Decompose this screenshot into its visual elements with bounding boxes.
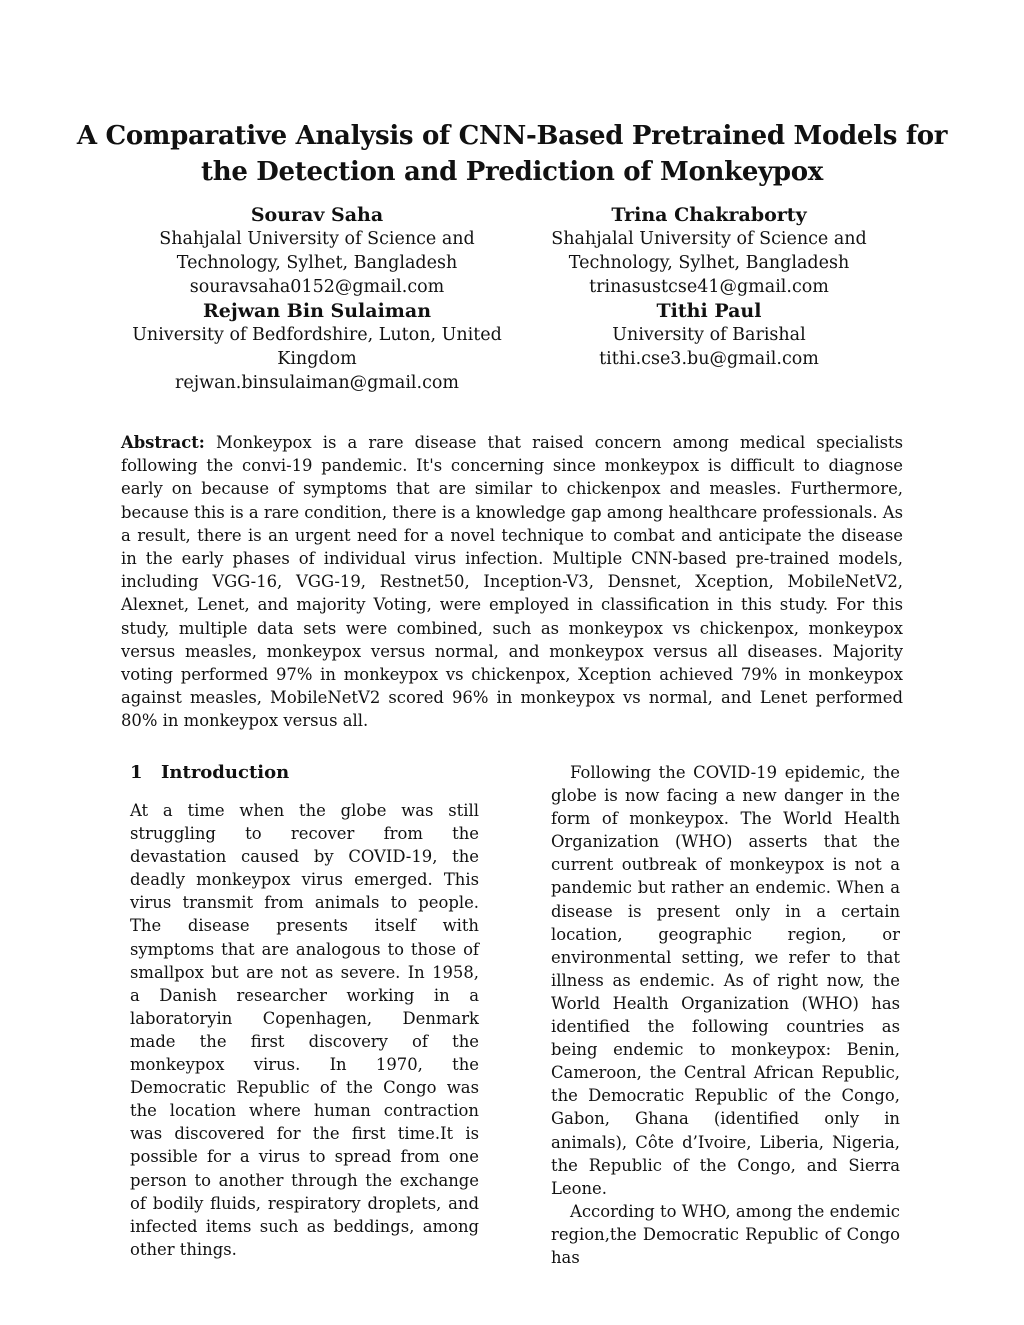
- body-right-column: [551, 761, 900, 1269]
- section-number: 1: [130, 762, 143, 783]
- title-line-1: A Comparative Analysis of CNN-Based Pretrained Models for: [76, 121, 948, 151]
- author-affiliation: Shahjalal University of Science and: [159, 229, 475, 249]
- author-affiliation: University of Bedfordshire, Luton, United Kingdom: [132, 325, 502, 369]
- body-paragraph: According to WHO, among the endemic region,the Democratic Republic of Congo has: [551, 1201, 900, 1267]
- author-email: rejwan.binsulaiman@gmail.com: [174, 373, 460, 393]
- body-left-column: [130, 761, 479, 1261]
- author-affiliation: Technology, Sylhet, Bangladesh: [176, 253, 458, 273]
- abstract: [121, 431, 903, 733]
- author-email: souravsaha0152@gmail.com: [189, 277, 445, 297]
- author-affiliation: Technology, Sylhet, Bangladesh: [568, 253, 850, 273]
- author-name: Rejwan Bin Sulaiman: [202, 300, 432, 322]
- author-email: tithi.cse3.bu@gmail.com: [599, 349, 819, 369]
- author-affiliation: University of Barishal: [612, 325, 806, 345]
- body-paragraph: At a time when the globe was still struggling to recover from the devastation caused by COVID-19, the deadly monkeypox virus emerged. This virus transmit from animals to people. The disease presents itself with symptoms that are analogous to those of smallpox but are not as severe. In 1958, a Danish researcher working in a laboratoryin Copenhagen, Denmark made the first discovery of the monkeypox virus. In 1970, the Democratic Republic of the Congo was the location where human contraction was discovered for the first time.It is possible for a virus to spread from one person to another through the exchange of bodily fluids, respiratory droplets, and infected items such as beddings, among other things.: [130, 801, 479, 1259]
- section-title: Introduction: [161, 762, 290, 783]
- author-affiliation: Shahjalal University of Science and: [551, 229, 867, 249]
- body-paragraph: Following the COVID-19 epidemic, the globe is now facing a new danger in the form of monkeypox. The World Health Organization (WHO) asserts that the current outbreak of monkeypox is not a pandemic but rather an endemic. When a disease is present only in a certain location, geographic region, or environmental setting, we refer to that illness as endemic. As of right now, the World Health Organization (WHO) has identified the following countries as being endemic to monkeypox: Benin, Cameroon, the Central African Republic, the Democratic Republic of the Congo, Gabon, Ghana (identified only in animals), Côte d’Ivoire, Liberia, Nigeria, the Republic of the Congo, and Sierra Leone.: [551, 763, 900, 1198]
- authors-right-column: [519, 203, 899, 371]
- abstract-text: Monkeypox is a rare disease that raised concern among medical specialists following the convi-19 pandemic. It's concerning since monkeypox is difficult to diagnose early on because of symptoms that are similar to chickenpox and measles. Furthermore, because this is a rare condition, there is a knowledge gap among healthcare professionals. As a result, there is an urgent need for a novel technique to combat and anticipate the disease in the early phases of individual virus infection. Multiple CNN-based pre-trained models, including VGG-16, VGG-19, Restnet50, Inception-V3, Densnet, Xception, MobileNetV2, Alexnet, Lenet, and majority Voting, were employed in classification in this study. For this study, multiple data sets were combined, such as monkeypox vs chickenpox, monkeypox versus measles, monkeypox versus normal, and monkeypox versus all diseases. Majority voting performed 97% in monkeypox vs chickenpox, Xception achieved 79% in monkeypox against measles, MobileNetV2 scored 96% in monkeypox vs normal, and Lenet performed 80% in monkeypox versus all.: [121, 433, 903, 731]
- authors-left-column: [127, 203, 507, 395]
- author-name: Sourav Saha: [250, 204, 384, 226]
- author-name: Tithi Paul: [656, 300, 762, 322]
- section-heading: [130, 761, 479, 785]
- title-line-2: the Detection and Prediction of Monkeypox: [201, 157, 823, 187]
- abstract-label: Abstract:: [121, 433, 205, 452]
- author-email: trinasustcse41@gmail.com: [589, 277, 829, 297]
- author-name: Trina Chakraborty: [611, 204, 807, 226]
- paper-title: [60, 118, 964, 190]
